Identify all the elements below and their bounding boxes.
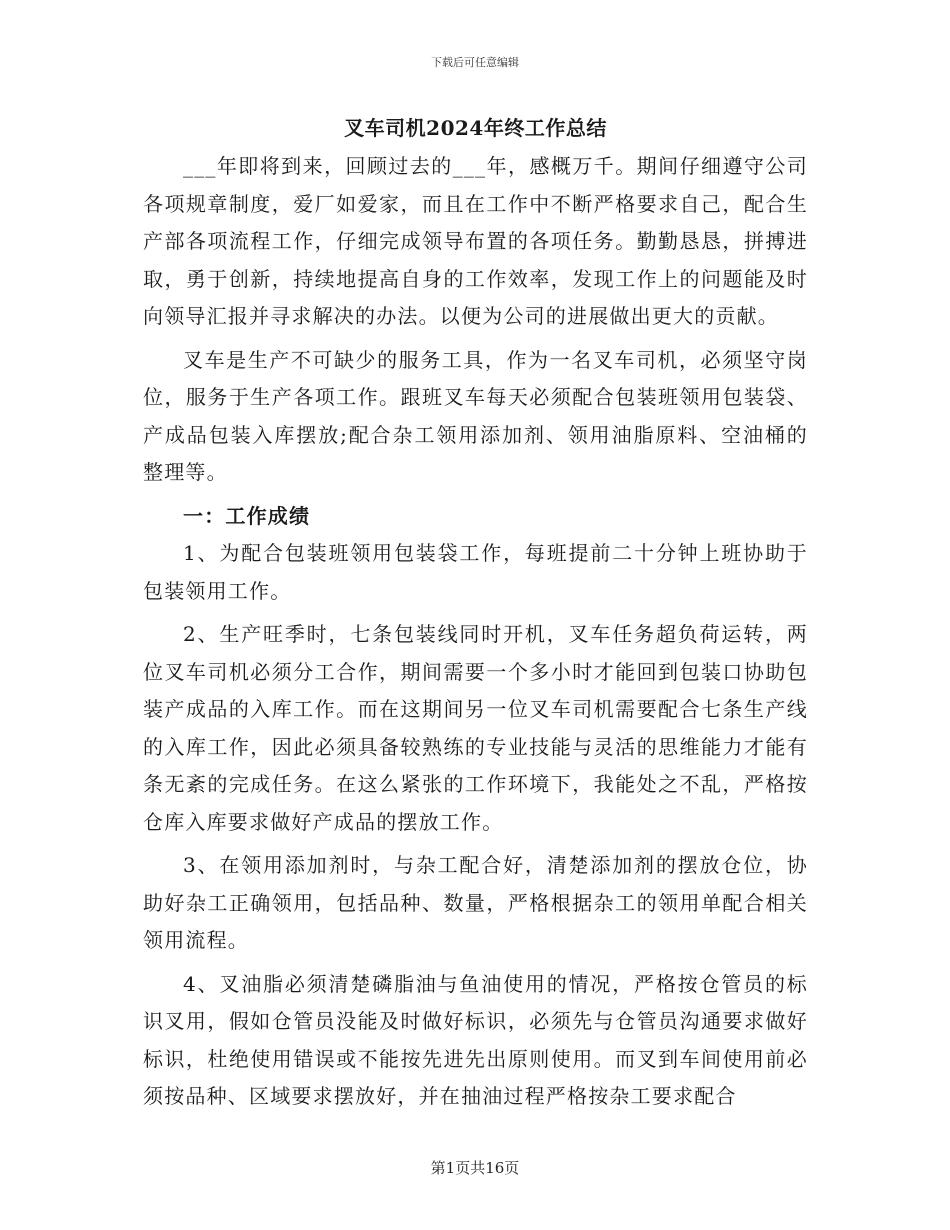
paragraph-intro: ___年即将到来，回顾过去的___年，感概万千。期间仔细遵守公司各项规章制度，爱厂如爱家，而且在工作中不断严格要求自己，配合生产部各项流程工作，仔细完成领导布置的各项任务。勤勤恳恳，拼搏进取，勇于创新，持续地提高自身的工作效率，发现工作上的问题能及时向领导汇报并寻求解决的办法。以便为公司的进展做出更大的贡献。 xyxy=(143,154,808,328)
page-number-footer: 第1页共16页 xyxy=(430,1159,520,1177)
paragraph-item-4: 4、叉油脂必须清楚磷脂油与鱼油使用的情况，严格按仓管员的标识叉用，假如仓管员没能及时做好标识，必须先与仓管员沟通要求做好标识，杜绝使用错误或不能按先进先出原则使用。而叉到车间使用前必须按品种、区域要求摆放好，并在抽油过程严格按杂工要求配合 xyxy=(143,971,808,1108)
document-body xyxy=(143,108,808,1116)
paragraph-item-3: 3、在领用添加剂时，与杂工配合好，清楚添加剂的摆放仓位，协助好杂工正确领用，包括品种、数量，严格根据杂工的领用单配合相关领用流程。 xyxy=(143,853,808,952)
paragraph-item-2: 2、生产旺季时，七条包装线同时开机，叉车任务超负荷运转，两位叉车司机必须分工合作，期间需要一个多小时才能回到包装口协助包装产成品的入库工作。而在这期间另一位叉车司机需要配合七条生产线的入库工作，因此必须具备较熟练的专业技能与灵活的思维能力才能有条无紊的完成任务。在这么紧张的工作环境下，我能处之不乱，严格按仓库入库要求做好产成品的摆放工作。 xyxy=(143,622,808,834)
paragraph-item-1: 1、为配合包装班领用包装袋工作，每班提前二十分钟上班协助于包装领用工作。 xyxy=(143,541,808,603)
section-heading-achievements: 一：工作成绩 xyxy=(183,503,311,528)
document-title: 叉车司机2024年终工作总结 xyxy=(344,116,607,140)
paragraph-forklift-duties: 叉车是生产不可缺少的服务工具，作为一名叉车司机，必须坚守岗位，服务于生产各项工作。跟班叉车每天必须配合包装班领用包装袋、产成品包装入库摆放;配合杂工领用添加剂、领用油脂原料、空油桶的整理等。 xyxy=(143,347,808,484)
header-note: 下载后可任意编辑 xyxy=(431,56,519,69)
